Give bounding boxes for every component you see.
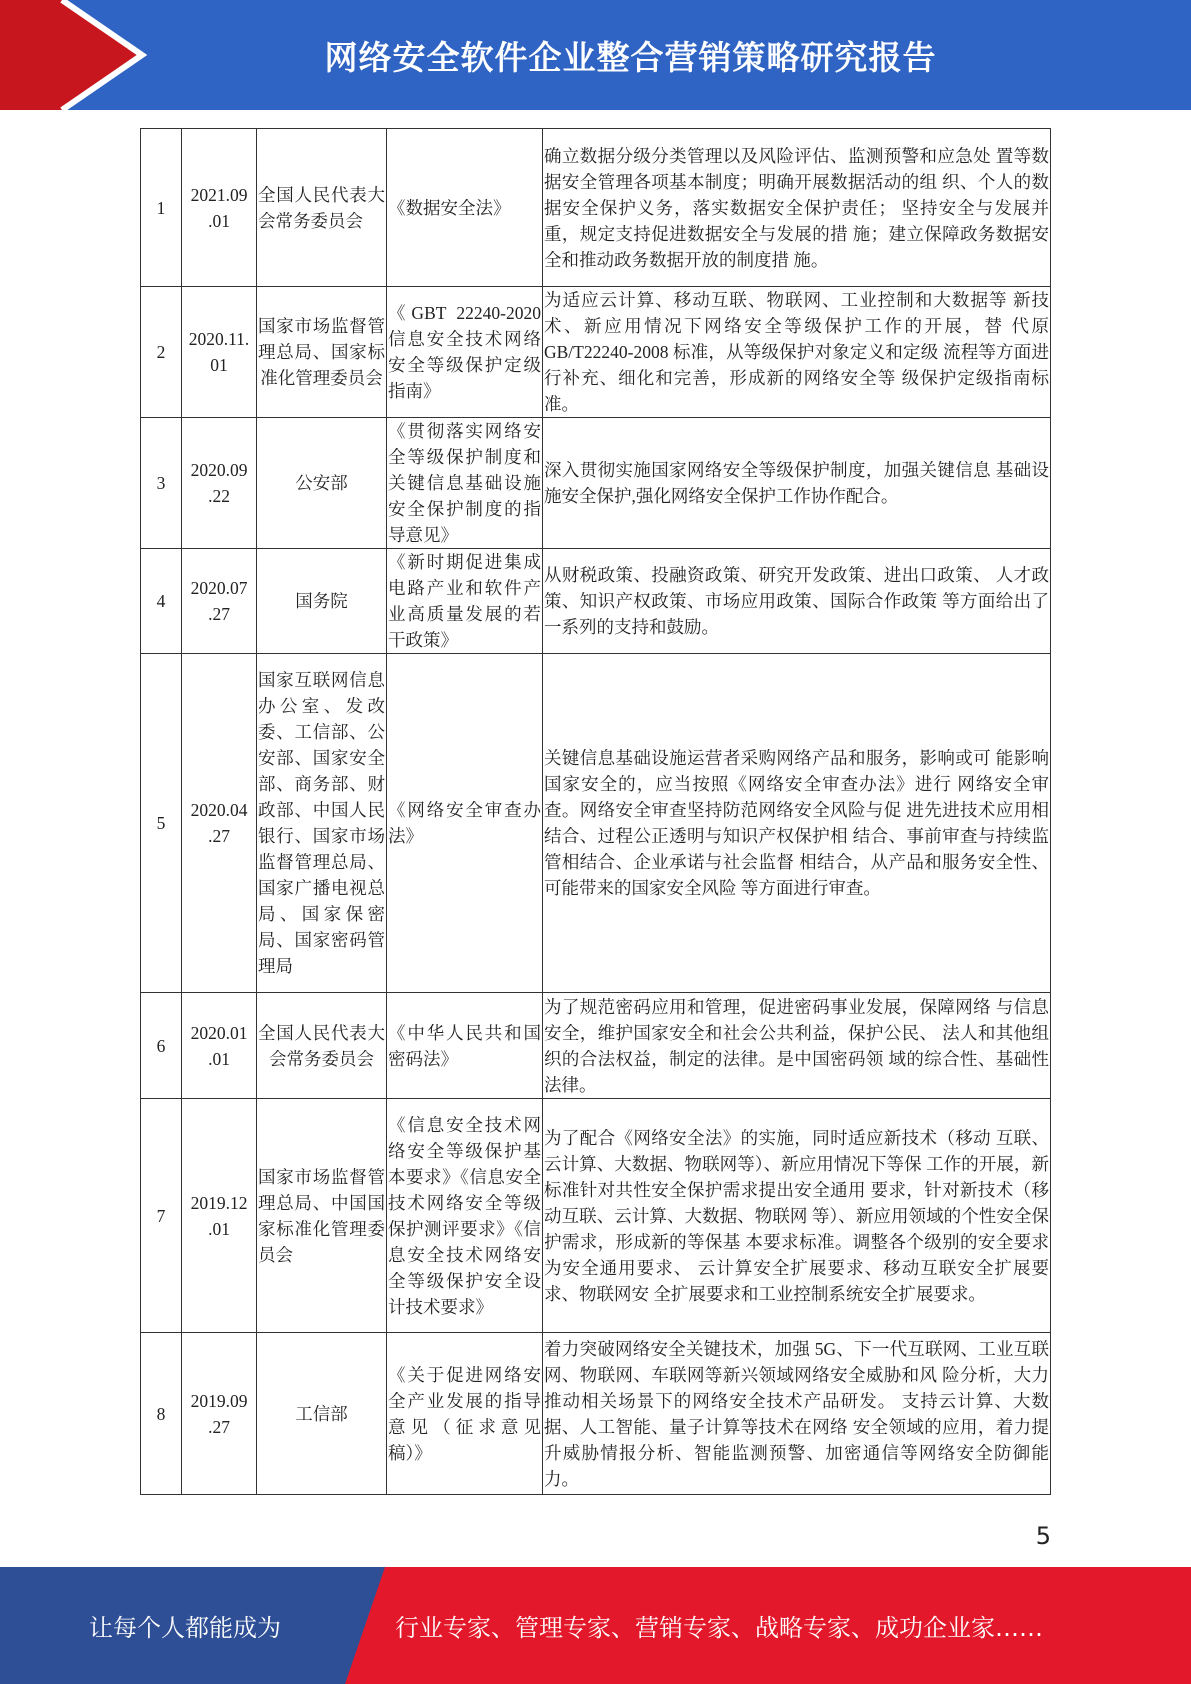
policy-document: 《GBT 22240-2020 信息安全技术网络安全等级保护定级指南》 (387, 287, 543, 418)
issue-date: 2020.07 .27 (182, 549, 257, 654)
policy-document: 《数据安全法》 (387, 129, 543, 287)
issue-date: 2020.04 .27 (182, 654, 257, 993)
policy-document: 《信息安全技术网络安全等级保护基本要求》《信息安全技术网络安全等级保护测评要求》《信息安全技术网络安全等级保护安全设计技术要求》 (387, 1099, 543, 1333)
page-number: 5 (1035, 1522, 1051, 1550)
issue-date: 2021.09 .01 (182, 129, 257, 287)
row-number: 3 (141, 418, 182, 549)
issue-date: 2020.11. 01 (182, 287, 257, 418)
row-number: 5 (141, 654, 182, 993)
footer-slogan-right: 行业专家、管理专家、营销专家、战略专家、成功企业家…… (395, 1614, 1043, 1642)
row-number: 7 (141, 1099, 182, 1333)
issue-date: 2019.09 .27 (182, 1333, 257, 1495)
policy-description: 从财税政策、投融资政策、研究开发政策、进出口政策、 人才政策、知识产权政策、市场应用政策、国际合作政策 等方面给出了一系列的支持和鼓励。 (543, 549, 1051, 654)
issuing-authority: 公安部 (257, 418, 387, 549)
issuing-authority: 工信部 (257, 1333, 387, 1495)
table-row (141, 418, 1051, 549)
table-row (141, 287, 1051, 418)
policy-document: 《贯彻落实网络安全等级保护制度和关键信息基础设施安全保护制度的指导意见》 (387, 418, 543, 549)
row-number: 1 (141, 129, 182, 287)
table-row (141, 993, 1051, 1099)
row-number: 2 (141, 287, 182, 418)
issuing-authority: 国务院 (257, 549, 387, 654)
policy-description: 着力突破网络安全关键技术，加强 5G、下一代互联网、工业互联网、物联网、车联网等新兴领域网络安全威胁和风 险分析，大力推动相关场景下的网络安全技术产品研发。 支持云计算、大数据、人工智能、量子计算等技术在网络 安全领域的应用，着力提升威胁情报分析、智能监测预警、加密通信等网络安全防御能力。 (543, 1333, 1051, 1495)
policy-description: 确立数据分级分类管理以及风险评估、监测预警和应急处 置等数据安全管理各项基本制度；明确开展数据活动的组 织、个人的数据安全保护义务，落实数据安全保护责任； 坚持安全与发展并重，规定支持促进数据安全与发展的措 施；建立保障政务数据安全和推动政务数据开放的制度措 施。 (543, 129, 1051, 287)
issue-date: 2020.09 .22 (182, 418, 257, 549)
issuing-authority: 国家互联网信息办公室、发改委、工信部、公安部、国家安全部、商务部、财政部、中国人民银行、国家市场监督管理总局、国家广播电视总局、国家保密局、国家密码管理局 (257, 654, 387, 993)
header-arrow-decoration (0, 0, 150, 110)
policy-document: 《新时期促进集成电路产业和软件产业高质量发展的若干政策》 (387, 549, 543, 654)
policy-description: 关键信息基础设施运营者采购网络产品和服务，影响或可 能影响国家安全的，应当按照《网络安全审查办法》进行 网络安全审查。网络安全审查坚持防范网络安全风险与促 进先进技术应用相结合、过程公正透明与知识产权保护相 结合、事前审查与持续监管相结合、企业承诺与社会监督 相结合，从产品和服务安全性、可能带来的国家安全风险 等方面进行审查。 (543, 654, 1051, 993)
table-row (141, 549, 1051, 654)
issue-date: 2019.12 .01 (182, 1099, 257, 1333)
policy-description: 为了规范密码应用和管理，促进密码事业发展，保障网络 与信息安全，维护国家安全和社会公共利益，保护公民、 法人和其他组织的合法权益，制定的法律。是中国密码领 域的综合性、基础性法律。 (543, 993, 1051, 1099)
issuing-authority: 全国人民代表大会常务委员会 (257, 129, 387, 287)
policy-description: 深入贯彻实施国家网络安全等级保护制度，加强关键信息 基础设施安全保护,强化网络安全保护工作协作配合。 (543, 418, 1051, 549)
issue-date: 2020.01 .01 (182, 993, 257, 1099)
table-row (141, 129, 1051, 287)
policy-table (140, 128, 1051, 1495)
row-number: 8 (141, 1333, 182, 1495)
row-number: 6 (141, 993, 182, 1099)
policy-document: 《关于促进网络安全产业发展的指导意见（征求意见稿）》 (387, 1333, 543, 1495)
issuing-authority: 全国人民代表大会常务委员会 (257, 993, 387, 1099)
policy-description: 为适应云计算、移动互联、物联网、工业控制和大数据等 新技术、新应用情况下网络安全等级保护工作的开展，替 代原 GB/T22240-2008 标准，从等级保护对象定义和定级 流程等方面进行补充、细化和完善，形成新的网络安全等 级保护定级指南标准。 (543, 287, 1051, 418)
report-title: 网络安全软件企业整合营销策略研究报告 (324, 37, 937, 77)
footer-slogan-left: 让每个人都能成为 (89, 1614, 281, 1642)
table-row (141, 1099, 1051, 1333)
page-footer (0, 1567, 1191, 1684)
policy-description: 为了配合《网络安全法》的实施，同时适应新技术（移动 互联、云计算、大数据、物联网等）、新应用情况下等保 工作的开展，新标准针对共性安全保护需求提出安全通用 要求，针对新技术（移动互联、云计算、大数据、物联网 等）、新应用领域的个性安全保护需求，形成新的等保基 本要求标准。调整各个级别的安全要求为安全通用要求、 云计算安全扩展要求、移动互联安全扩展要求、物联网安 全扩展要求和工业控制系统安全扩展要求。 (543, 1099, 1051, 1333)
row-number: 4 (141, 549, 182, 654)
policy-document: 《中华人民共和国密码法》 (387, 993, 543, 1099)
table-row (141, 1333, 1051, 1495)
issuing-authority: 国家市场监督管理总局、中国国家标准化管理委员会 (257, 1099, 387, 1333)
page-header (0, 0, 1191, 110)
policy-document: 《网络安全审查办法》 (387, 654, 543, 993)
table-row (141, 654, 1051, 993)
issuing-authority: 国家市场监督管理总局、国家标准化管理委员会 (257, 287, 387, 418)
